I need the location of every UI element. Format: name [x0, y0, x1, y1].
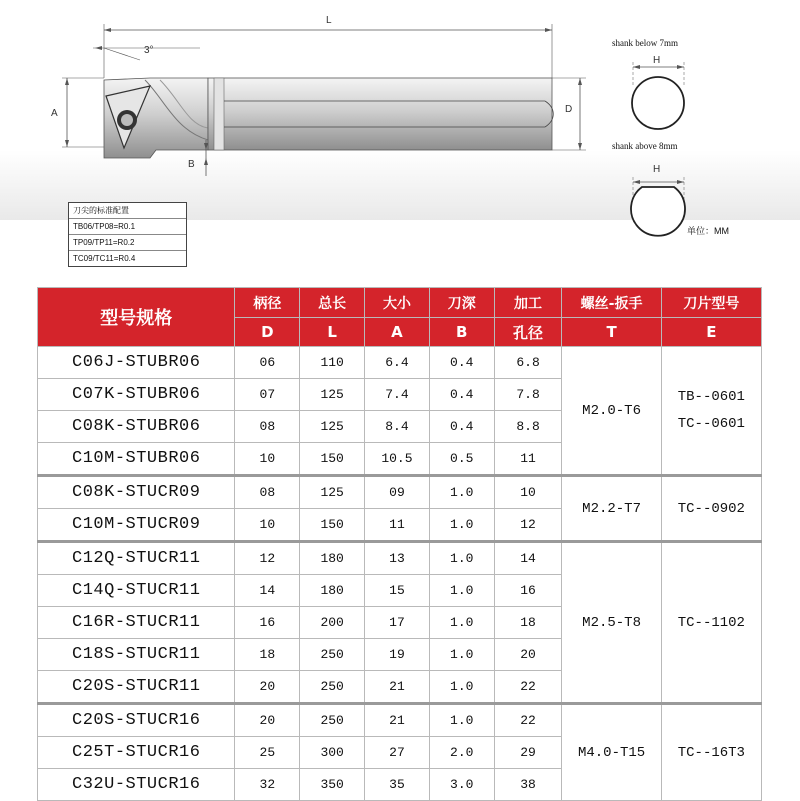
cell-B: 0.4 [429, 347, 494, 379]
cell-model: C08K-STUCR09 [38, 476, 235, 509]
header-letter-A: A [365, 318, 430, 347]
cell-A: 09 [365, 476, 430, 509]
cell-B: 1.0 [429, 476, 494, 509]
nose-radius-row: TB06/TP08=R0.1 [69, 218, 186, 234]
cell-D: 20 [235, 671, 300, 704]
cell-L: 250 [300, 704, 365, 737]
cell-A: 17 [365, 607, 430, 639]
cell-model: C10M-STUCR09 [38, 509, 235, 542]
cell-model: C32U-STUCR16 [38, 769, 235, 801]
cell-B: 1.0 [429, 542, 494, 575]
cell-D: 06 [235, 347, 300, 379]
cell-L: 200 [300, 607, 365, 639]
cell-model: C06J-STUBR06 [38, 347, 235, 379]
cell-hole: 22 [494, 671, 562, 704]
cell-A: 7.4 [365, 379, 430, 411]
cell-screw: M2.2-T7 [562, 476, 661, 542]
cell-model: C16R-STUCR11 [38, 607, 235, 639]
cell-model: C20S-STUCR11 [38, 671, 235, 704]
header-hole-bottom: 孔径 [494, 318, 562, 347]
cell-A: 19 [365, 639, 430, 671]
insert-code: TC--0601 [677, 415, 745, 432]
dim-label-A: A [51, 108, 58, 119]
cell-A: 8.4 [365, 411, 430, 443]
cell-A: 21 [365, 671, 430, 704]
bar-shank [208, 78, 552, 150]
header-letter-B: B [429, 318, 494, 347]
cell-A: 6.4 [365, 347, 430, 379]
nose-radius-row: TP09/TP11=R0.2 [69, 234, 186, 250]
cell-A: 10.5 [365, 443, 430, 476]
table-row [38, 347, 762, 379]
header-shank-diameter: 柄径 [235, 288, 300, 318]
cell-B: 1.0 [429, 575, 494, 607]
cell-D: 08 [235, 476, 300, 509]
cell-D: 10 [235, 443, 300, 476]
cell-hole: 29 [494, 737, 562, 769]
cell-B: 1.0 [429, 607, 494, 639]
cell-D: 18 [235, 639, 300, 671]
unit-note: 单位：MM [687, 226, 729, 236]
cell-hole: 20 [494, 639, 562, 671]
cell-L: 150 [300, 443, 365, 476]
cell-D: 25 [235, 737, 300, 769]
cell-hole: 6.8 [494, 347, 562, 379]
shank-below-note: shank below 7mm [612, 38, 678, 48]
cell-B: 3.0 [429, 769, 494, 801]
cell-screw: M2.5-T8 [562, 542, 661, 704]
header-letter-L: L [300, 318, 365, 347]
cell-D: 32 [235, 769, 300, 801]
cell-B: 0.5 [429, 443, 494, 476]
cell-L: 250 [300, 671, 365, 704]
cell-L: 350 [300, 769, 365, 801]
cell-hole: 8.8 [494, 411, 562, 443]
header-letter-T: T [562, 318, 661, 347]
cell-D: 08 [235, 411, 300, 443]
cell-hole: 14 [494, 542, 562, 575]
cell-A: 27 [365, 737, 430, 769]
cell-model: C07K-STUBR06 [38, 379, 235, 411]
cell-D: 12 [235, 542, 300, 575]
shank-section-round [632, 77, 684, 129]
cell-screw: M4.0-T15 [562, 704, 661, 801]
cell-A: 13 [365, 542, 430, 575]
cell-model: C10M-STUBR06 [38, 443, 235, 476]
header-letter-E: E [661, 318, 761, 347]
cell-hole: 18 [494, 607, 562, 639]
cell-insert: TC--16T3 [661, 704, 761, 801]
table-row [38, 476, 762, 509]
nose-radius-box [68, 202, 187, 267]
header-letter-D: D [235, 318, 300, 347]
cell-L: 125 [300, 379, 365, 411]
cell-D: 07 [235, 379, 300, 411]
cell-hole: 12 [494, 509, 562, 542]
cell-model: C14Q-STUCR11 [38, 575, 235, 607]
cell-B: 0.4 [429, 411, 494, 443]
cell-insert: TC--1102 [661, 542, 761, 704]
cell-B: 1.0 [429, 639, 494, 671]
cell-L: 180 [300, 542, 365, 575]
cell-D: 20 [235, 704, 300, 737]
header-screw: 螺丝-扳手 [562, 288, 661, 318]
header-model: 型号规格 [38, 288, 235, 347]
dim-label-B: B [188, 159, 195, 170]
header-hole: 加工 [494, 288, 562, 318]
cell-screw: M2.0-T6 [562, 347, 661, 476]
cell-L: 250 [300, 639, 365, 671]
cell-hole: 22 [494, 704, 562, 737]
cell-model: C18S-STUCR11 [38, 639, 235, 671]
cell-D: 10 [235, 509, 300, 542]
cell-A: 11 [365, 509, 430, 542]
shank-section-flat [631, 187, 685, 236]
cell-A: 15 [365, 575, 430, 607]
cell-B: 0.4 [429, 379, 494, 411]
shank-above-note: shank above 8mm [612, 141, 678, 151]
cell-model: C08K-STUBR06 [38, 411, 235, 443]
header-insert: 刀片型号 [661, 288, 761, 318]
dim-label-H-top: H [653, 55, 661, 66]
spec-table [37, 287, 762, 801]
cell-model: C25T-STUCR16 [38, 737, 235, 769]
cell-model: C20S-STUCR16 [38, 704, 235, 737]
dim-label-angle: 3° [144, 45, 154, 56]
cell-hole: 16 [494, 575, 562, 607]
insert-code: TB--0601 [677, 388, 745, 405]
cell-L: 180 [300, 575, 365, 607]
cell-L: 125 [300, 411, 365, 443]
cell-B: 1.0 [429, 671, 494, 704]
cell-A: 21 [365, 704, 430, 737]
cell-L: 125 [300, 476, 365, 509]
cell-B: 1.0 [429, 509, 494, 542]
header-total-length: 总长 [300, 288, 365, 318]
cell-D: 14 [235, 575, 300, 607]
cell-hole: 10 [494, 476, 562, 509]
cell-hole: 7.8 [494, 379, 562, 411]
table-row [38, 542, 762, 575]
cell-hole: 11 [494, 443, 562, 476]
cell-B: 2.0 [429, 737, 494, 769]
nose-radius-title: 刀尖的标准配置 [73, 206, 129, 215]
header-depth: 刀深 [429, 288, 494, 318]
cell-L: 150 [300, 509, 365, 542]
cell-L: 300 [300, 737, 365, 769]
cell-insert: TC--0902 [661, 476, 761, 542]
cell-model: C12Q-STUCR11 [38, 542, 235, 575]
table-row [38, 704, 762, 737]
cell-hole: 38 [494, 769, 562, 801]
cell-insert [661, 347, 761, 476]
dim-label-L: L [326, 15, 332, 26]
cell-L: 110 [300, 347, 365, 379]
dim-label-D: D [565, 104, 573, 115]
cell-A: 35 [365, 769, 430, 801]
nose-radius-row: TC09/TC11=R0.4 [69, 250, 186, 266]
technical-drawing-area [0, 0, 800, 282]
cell-D: 16 [235, 607, 300, 639]
header-size: 大小 [365, 288, 430, 318]
cell-B: 1.0 [429, 704, 494, 737]
dim-label-H-bottom: H [653, 164, 661, 175]
